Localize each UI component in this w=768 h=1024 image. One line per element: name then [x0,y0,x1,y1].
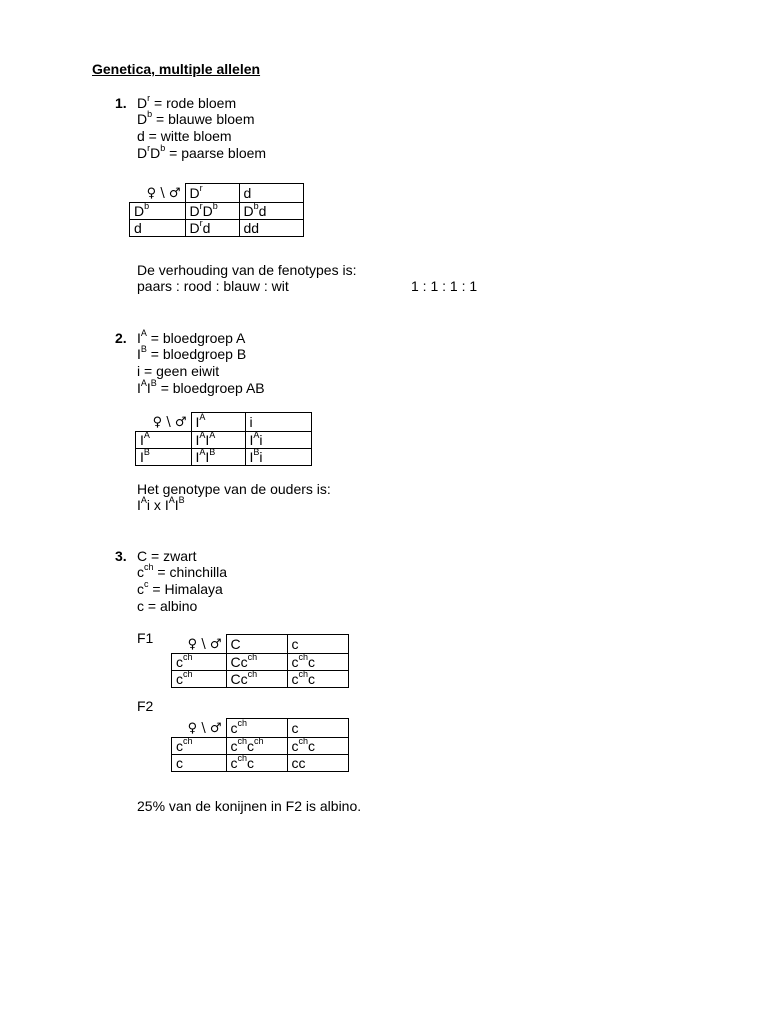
header-cell: $I^A$ [191,413,245,432]
row-label: $D^b$ [130,202,186,219]
header-cell: d [239,184,303,203]
genotype-cell: $I^AI^B$ [191,448,245,465]
header-cell: i [245,413,311,432]
row-label: c [172,754,227,771]
q1-definition: $D^rD^b$ = paarse bloem [137,143,267,161]
row-label: $c^{ch}$ [172,737,227,754]
genotype-cell: $Cc^{ch}$ [226,670,287,687]
question-number-3: 3. [115,548,127,564]
q2-definition: $I^AI^B$ = bloedgroep AB [137,378,265,396]
punnett-square-q2 [135,412,312,466]
genotype-cell: $c^{ch}c^{ch}$ [226,737,287,754]
header-cell: C [226,635,287,654]
parents-genotype: $I^Ai$ x $I^AI^B$ [137,495,185,513]
genotype-cell: $c^{ch}c$ [287,737,348,754]
row-label: $c^{ch}$ [172,670,227,687]
q3-definition: c = albino [137,598,198,614]
genotype-cell: dd [239,219,303,236]
genotype-cell: $D^bd$ [239,202,303,219]
genotype-cell: $D^rd$ [185,219,239,236]
genotype-cell: cc [287,754,348,771]
cross-symbol: ♀ \ ♂ [187,720,222,736]
question-number-1: 1. [115,95,127,111]
genotype-cell: $I^Ai$ [245,431,311,448]
genotype-cell: $Cc^{ch}$ [226,653,287,670]
f2-label: F2 [137,698,154,714]
cross-symbol: ♀ \ ♂ [152,414,187,430]
punnett-square-f2 [171,718,349,772]
genotype-cell: $D^rD^b$ [185,202,239,219]
cross-symbol: ♀ \ ♂ [146,185,181,201]
header-cell: $c^{ch}$ [226,719,287,738]
f1-label: F1 [137,630,154,646]
row-label: $I^A$ [136,431,192,448]
q1-definition: $D^r$ = rode bloem [137,93,237,111]
q2-definition: $I^B$ = bloedgroep B [137,344,247,362]
conclusion: 25% van de konijnen in F2 is albino. [137,798,362,814]
ratio-labels: paars : rood : blauw : wit [137,278,289,294]
header-cell: c [287,719,348,738]
parents-intro: Het genotype van de ouders is: [137,481,331,497]
q3-definition: $c^c$ = Himalaya [137,579,223,597]
q1-definition: d = witte bloem [137,128,232,144]
row-label: d [130,219,186,236]
punnett-square-f1 [171,634,349,688]
genotype-cell: $I^AI^A$ [191,431,245,448]
ratio-intro: De verhouding van de fenotypes is: [137,262,357,278]
punnett-square-q1 [129,183,304,237]
genotype-cell: $c^{ch}c$ [226,754,287,771]
header-cell: $D^r$ [185,184,239,203]
q1-definition: $D^b$ = blauwe bloem [137,109,255,127]
page-title: Genetica, multiple allelen [92,61,261,77]
q2-definition: i = geen eiwit [137,363,220,379]
genotype-cell: $c^{ch}c$ [287,670,348,687]
q3-definition: C = zwart [137,548,197,564]
genotype-cell: $c^{ch}c$ [287,653,348,670]
header-cell: c [287,635,348,654]
genotype-cell: $I^Bi$ [245,448,311,465]
row-label: $I^B$ [136,448,192,465]
q2-definition: $I^A$ = bloedgroep A [137,328,246,346]
cross-symbol: ♀ \ ♂ [187,636,222,652]
q3-definition: $c^{ch}$ = chinchilla [137,562,228,580]
question-number-2: 2. [115,330,127,346]
row-label: $c^{ch}$ [172,653,227,670]
ratio-values: 1 : 1 : 1 : 1 [411,278,478,294]
